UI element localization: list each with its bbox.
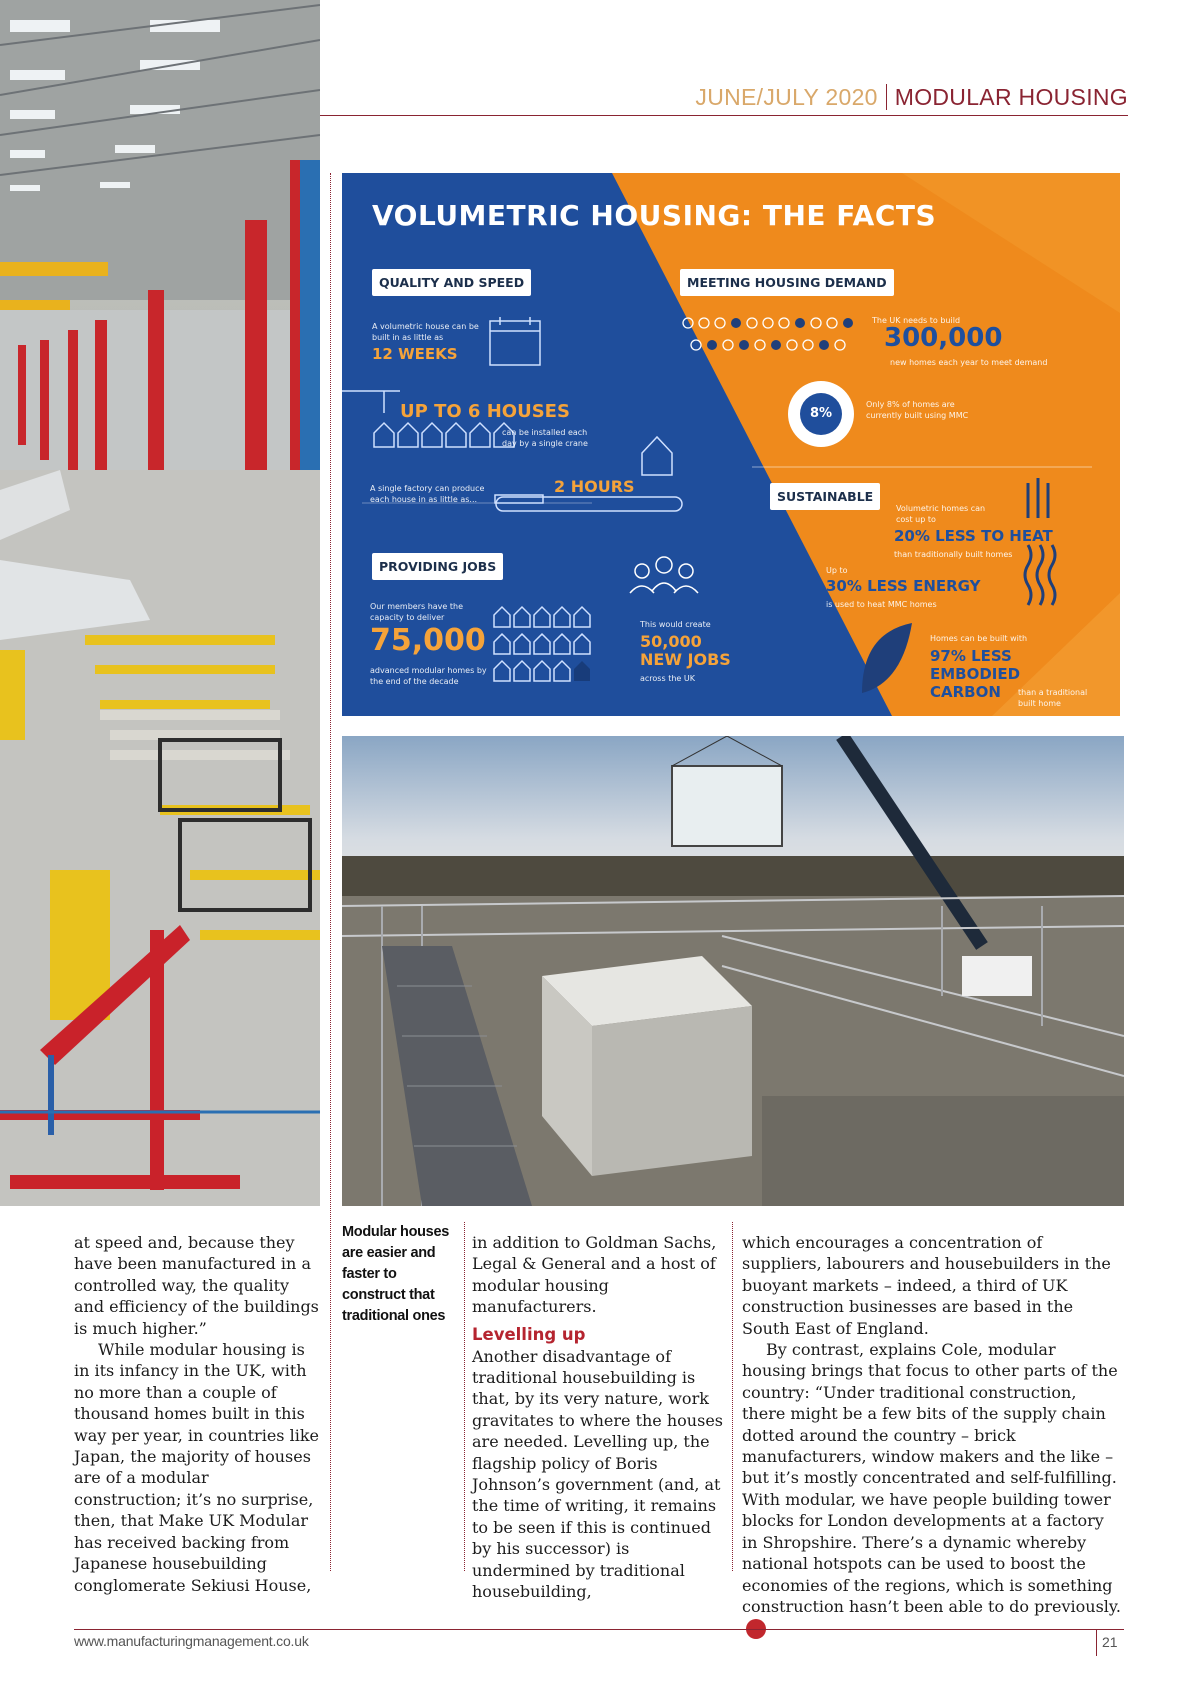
factory-photo xyxy=(0,0,320,1206)
column-divider xyxy=(732,1222,733,1571)
page-number: 21 xyxy=(1102,1634,1118,1650)
footer-url[interactable]: www.manufacturingmanagement.co.uk xyxy=(74,1633,309,1649)
create-intro: This would create xyxy=(640,620,711,629)
energy-stat: 30% LESS ENERGY xyxy=(826,577,981,595)
quality-intro: A volumetric house can be built in as little as xyxy=(372,322,479,342)
paragraph: Another disadvantage of traditional housebuilding is that, by its very nature, work gravitates to where the houses are needed. Levelling up, the flagship policy of Boris Johnson’s government (and, at the time of writing, it remains to be seen if this is continued by his successor) is undermined by traditional housebuilding, xyxy=(472,1346,723,1602)
homes-300000: 300,000 xyxy=(884,323,1003,353)
article-column-3 xyxy=(472,1232,724,1603)
weeks-stat: 12 WEEKS xyxy=(372,345,458,363)
carbon-stat-1: 97% LESS xyxy=(930,647,1012,665)
carbon-stat-3: CARBON xyxy=(930,683,1001,701)
demand-text: new homes each year to meet demand xyxy=(890,358,1048,367)
subheading: Levelling up xyxy=(472,1324,586,1344)
construction-site-photo xyxy=(342,736,1124,1206)
infographic xyxy=(342,173,1120,716)
homes-75000: 75,000 xyxy=(370,623,486,658)
mmc-percent-ring xyxy=(788,381,854,447)
demand-intro: The UK needs to build xyxy=(872,316,961,325)
footer-rule xyxy=(74,1629,1124,1630)
hours-stat: 2 HOURS xyxy=(554,477,635,496)
houses-stat: UP TO 6 HOUSES xyxy=(400,401,570,422)
label-sustainable: SUSTAINABLE xyxy=(770,483,880,510)
leaf-icon xyxy=(862,623,912,693)
heat-stat: 20% LESS TO HEAT xyxy=(894,527,1053,545)
section-title: MODULAR HOUSING xyxy=(894,84,1128,110)
carbon-text: than a traditional built home xyxy=(1018,688,1088,708)
article-column-1 xyxy=(74,1232,320,1596)
carbon-intro: Homes can be built with xyxy=(930,634,1028,643)
paragraph: While modular housing is in its infancy in the UK, with no more than a couple of thousand homes built in this way per year, in countries like Japan, the majority of houses are of a modular construction; it’s no surprise, then, that Make UK Modular has received backing from Japanese housebuilding conglomerate Sekiusi House, xyxy=(74,1340,319,1595)
pull-quote: Modular houses are easier and faster to construct that traditional ones xyxy=(342,1224,449,1324)
paragraph: at speed and, because they have been manufactured in a controlled way, the quality and efficiency of the buildings is much higher.” xyxy=(74,1233,319,1338)
houses-text: can be installed each day by a single crane xyxy=(502,428,588,448)
homes-75000-text: advanced modular homes by the end of the decade xyxy=(370,666,487,686)
continue-arrow-icon: ▶ xyxy=(746,1619,766,1639)
footer-separator xyxy=(1096,1630,1097,1656)
column-divider xyxy=(464,1222,465,1571)
article-column-4 xyxy=(742,1232,1124,1639)
energy-intro: Up to xyxy=(826,566,848,575)
heat-intro: Volumetric homes can cost up to xyxy=(896,504,986,524)
running-header xyxy=(320,82,1128,116)
jobs-text: across the UK xyxy=(640,674,695,683)
jobs-intro: Our members have the capacity to deliver xyxy=(370,602,464,622)
paragraph: By contrast, explains Cole, modular housing brings that focus to other parts of the country: “Under traditional construction, there might be a few bits of the supply chain dotted around the country – brick manufacturers, window makers and the like – but it’s mostly concentrated and self-fulfilling. With modular, we have people building tower blocks for London developments at a factory in Shropshire. There’s a dynamic whereby national hotspots can be used to boost the economies of the regions, which is something construction hasn’t been able to do previously. xyxy=(742,1340,1121,1616)
label-quality-speed: QUALITY AND SPEED xyxy=(372,269,531,296)
energy-text: is used to heat MMC homes xyxy=(826,600,937,609)
label-housing-demand: MEETING HOUSING DEMAND xyxy=(680,269,894,296)
new-jobs: NEW JOBS xyxy=(640,650,731,669)
label-providing-jobs: PROVIDING JOBS xyxy=(372,553,503,580)
paragraph: which encourages a concentration of suppliers, labourers and housebuilders in the buoyant markets – indeed, a third of UK construction businesses are based in the South East of England. xyxy=(742,1233,1111,1338)
column-divider xyxy=(330,173,331,1571)
paragraph: in addition to Goldman Sachs, Legal & General and a host of modular housing manufacturers. xyxy=(472,1233,717,1317)
mmc-percent: 8% xyxy=(800,393,842,435)
paragraph-with-continue xyxy=(742,1339,1124,1639)
jobs-50000: 50,000 xyxy=(640,632,702,651)
factory-text: A single factory can produce each house in as little as... xyxy=(370,484,485,504)
carbon-stat-2: EMBODIED xyxy=(930,665,1021,683)
mmc-text: Only 8% of homes are currently built using MMC xyxy=(866,400,969,420)
infographic-title: VOLUMETRIC HOUSING: THE FACTS xyxy=(372,199,937,232)
heat-text: than traditionally built homes xyxy=(894,550,1013,559)
issue-date: JUNE/JULY 2020 xyxy=(695,84,886,110)
